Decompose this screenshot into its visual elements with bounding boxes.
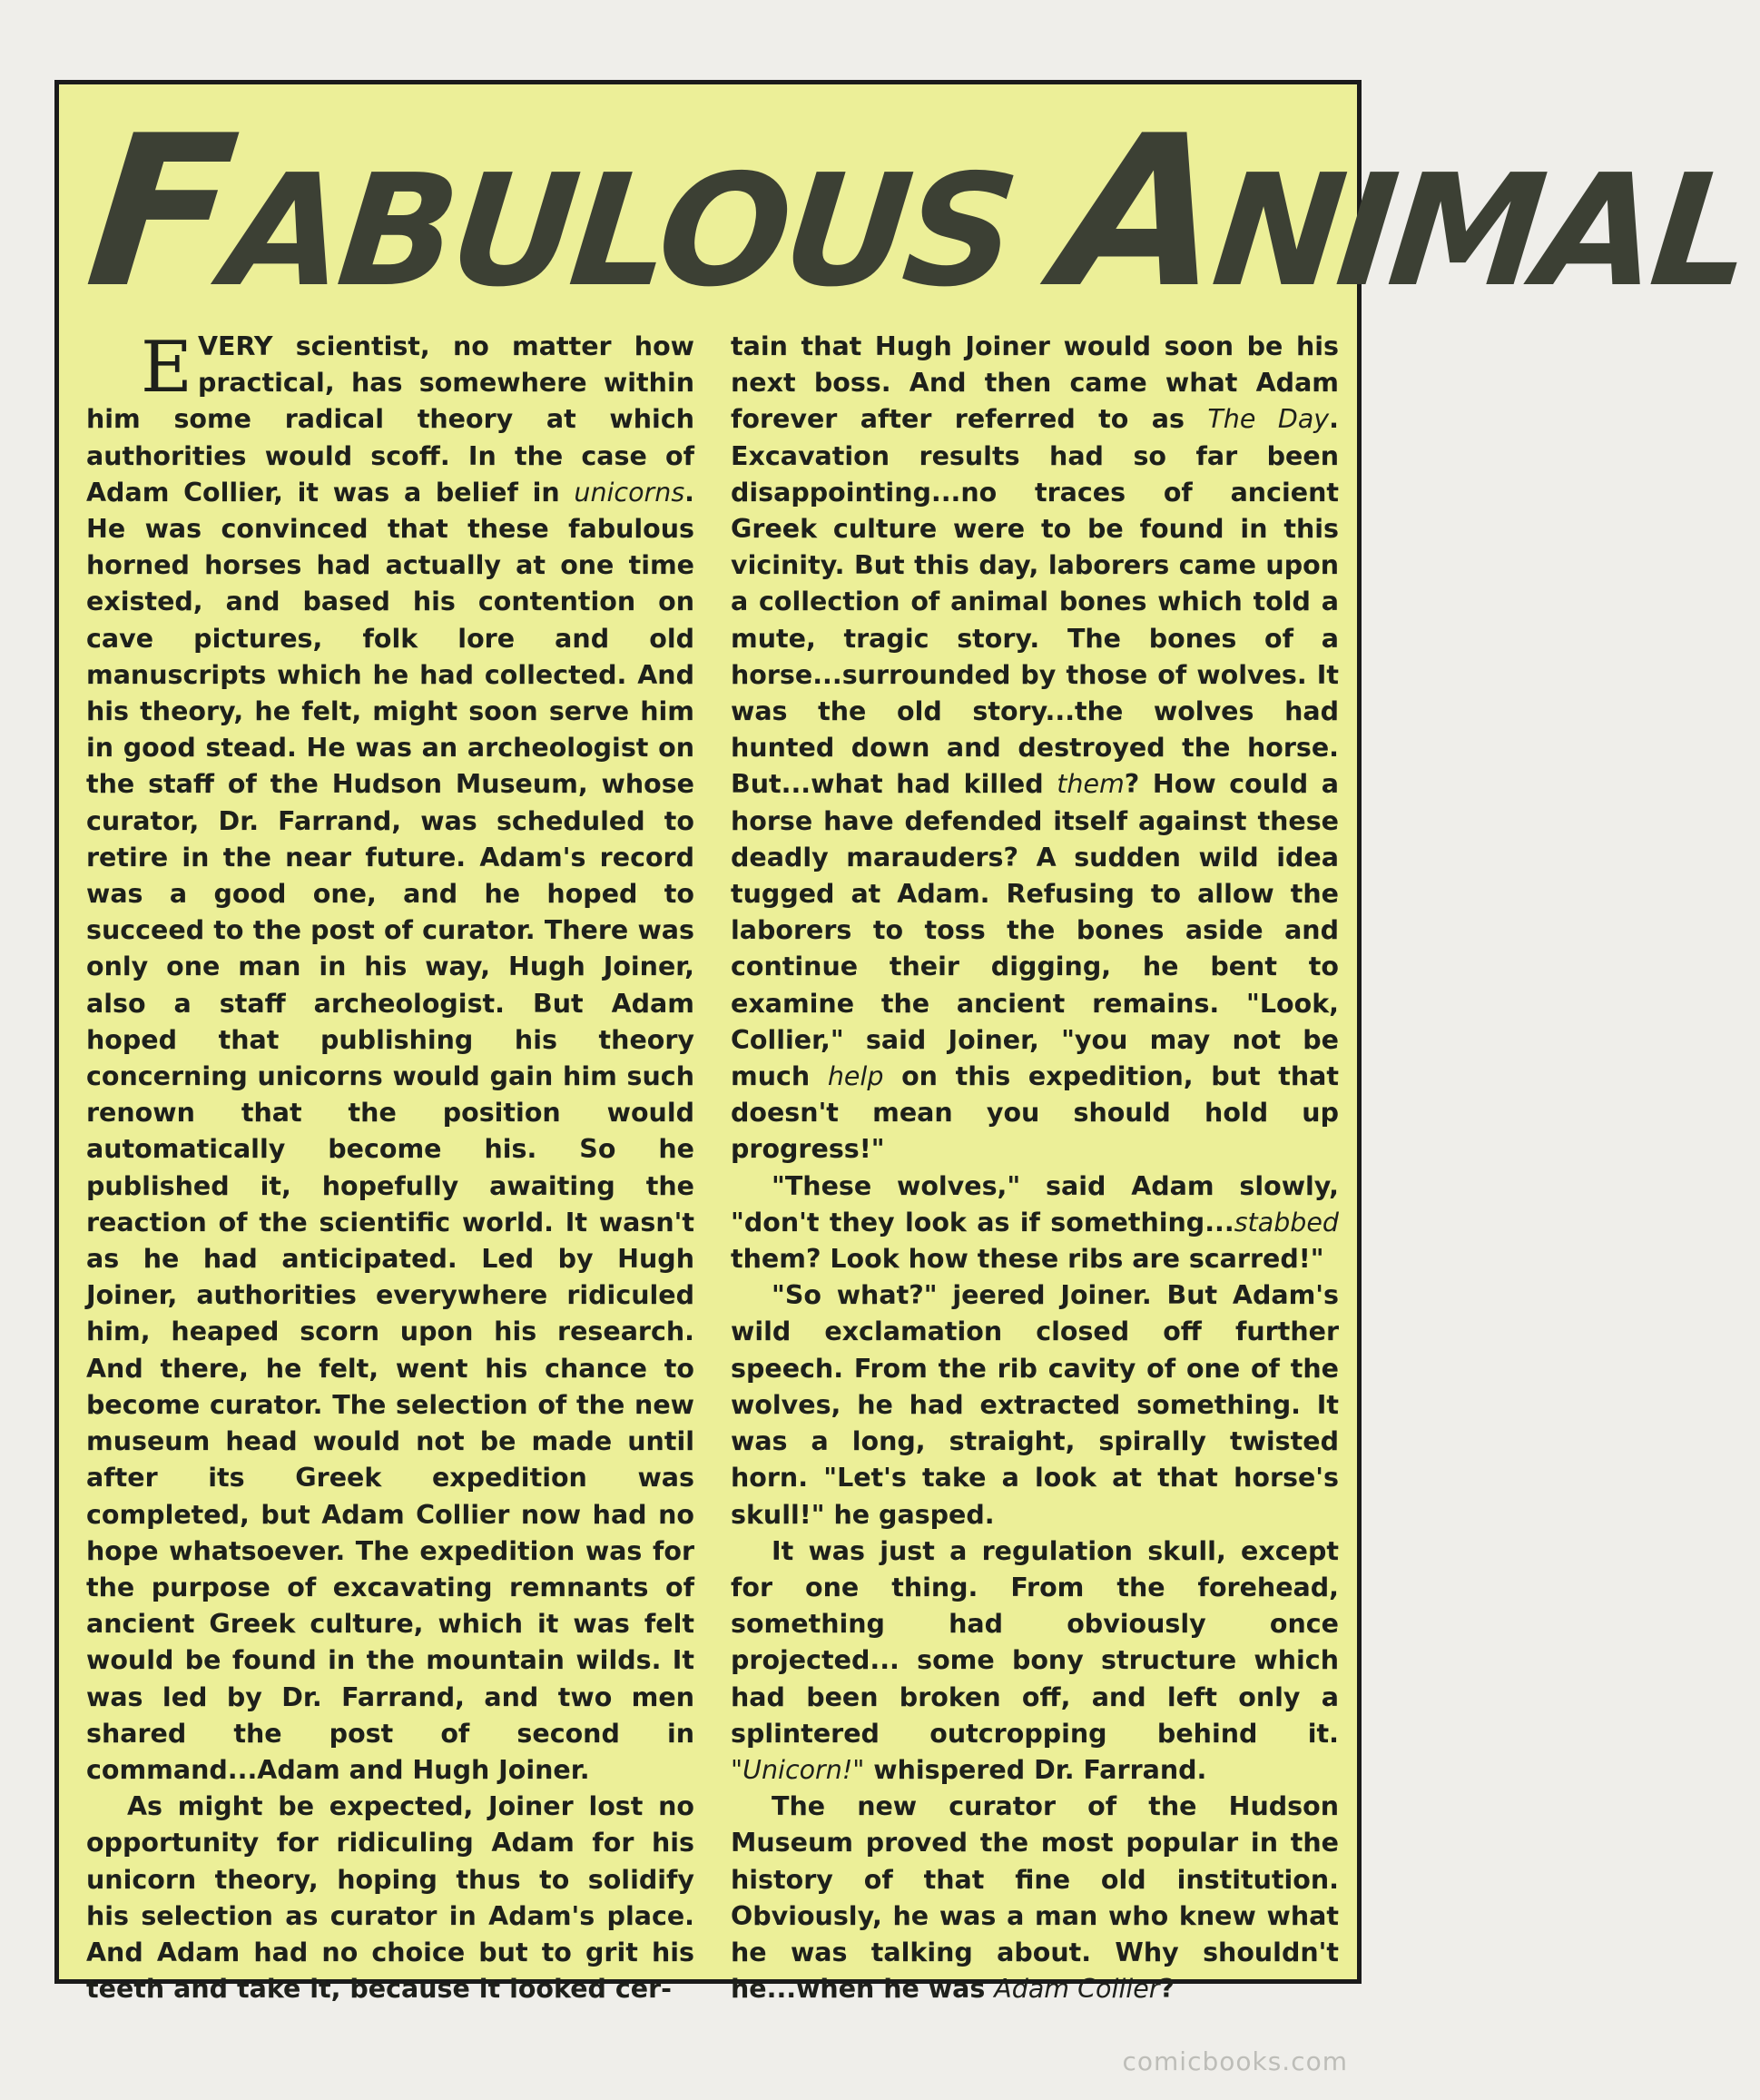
paragraph: The new curator of the Hudson Museum proved the most popular in the history of that fine old institution. Obviously, he was a man who knew what he was talking about. Why shouldn't he...when he was Adam Collier?: [731, 1791, 1339, 2005]
paragraph: tain that Hugh Joiner would soon be his next boss. And then came what Adam forever after referred to as The Day. Excavation results had so far been disappointing...no traces of ancient Greek culture were to be found in this vicinity. But this day, laborers came upon a collection of animal bones which told a mute, tragic story. The bones of a horse...surrounded by those of wolves. It was the old story...the wolves had hunted down and destroyed the horse. But...what had killed them? How could a horse have defended itself against these deadly marauders? A sudden wild idea tugged at Adam. Refusing to allow the laborers to toss the bones aside and continue their digging, he bent to examine the ancient remains. "Look, Collier," said Joiner, "you may not be much help on this expedition, but that doesn't mean you should hold up progress!": [731, 331, 1339, 1165]
paragraph: It was just a regulation skull, except for one thing. From the forehead, something had obviously once projected... some bony structure which had been broken off, and left only a splintered outcropping behind it. "Unicorn!" whispered Dr. Farrand.: [731, 1535, 1339, 1785]
paragraph: EVERY scientist, no matter how practical, has somewhere within him some radical theory at which authorities would scoff. In the case of Adam Collier, it was a belief in unicorns. He was convinced that these fabulous horned horses had actually at one time existed, and based his contention on cave pictures, folk lore and old manuscripts which he had collected. And his theory, he felt, might soon serve him in good stead. He was an archeologist on the staff of the Hudson Museum, whose curator, Dr. Farrand, was scheduled to retire in the near future. Adam's record was a good one, and he hoped to succeed to the post of curator. There was only one man in his way, Hugh Joiner, also a staff archeologist. But Adam hoped that publishing his theory concerning unicorns would gain him such renown that the position would automatically become his. So he published it, hopefully awaiting the reaction of the scientific world. It wasn't as he had anticipated. Led by Hugh Joiner, authorities everywhere ridiculed him, heaped scorn upon his research. And there, he felt, went his chance to become curator. The selection of the new museum head would not be made until after its Greek expedition was completed, but Adam Collier now had no hope whatsoever. The expedition was for the purpose of excavating remnants of ancient Greek culture, which it was felt would be found in the mountain wilds. It was led by Dr. Farrand, and two men shared the post of second in command...Adam and Hugh Joiner.: [86, 327, 694, 1785]
paragraph: "These wolves," said Adam slowly, "don't they look as if something...stabbed them? Look how these ribs are scarred!": [731, 1170, 1339, 1275]
column-right: [731, 329, 1339, 2005]
story-columns: [86, 327, 1339, 2005]
paragraph: "So what?" jeered Joiner. But Adam's wild exclamation closed off further speech. From the rib cavity of one of the wolves, he had extracted something. It was a long, straight, spirally twisted horn. "Let's take a look at that horse's skull!" he gasped.: [731, 1280, 1339, 1530]
drop-cap: E: [141, 327, 192, 409]
paragraph: As might be expected, Joiner lost no opportunity for ridiculing Adam for his unicorn theory, hoping thus to solidify his selection as curator in Adam's place. And Adam had no choice but to grit his teeth and take it, because it looked cer-: [86, 1791, 694, 2005]
site-watermark: comicbooks.com: [1122, 2046, 1348, 2076]
story-title: FABULOUS ANIMAL: [78, 92, 1755, 334]
column-left: [86, 327, 694, 2005]
